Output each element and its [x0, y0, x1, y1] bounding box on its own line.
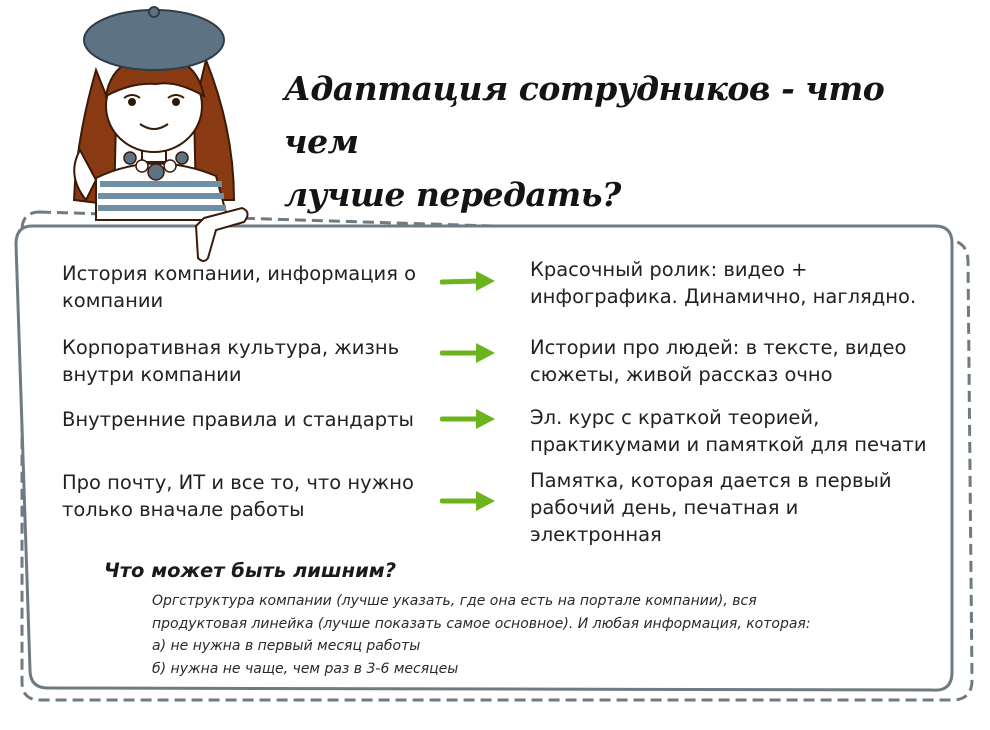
row-2-method — [530, 334, 930, 388]
right-arrow-icon — [440, 406, 498, 432]
row-1-method — [530, 256, 930, 310]
row-4-method — [530, 467, 930, 548]
girl-in-beret-illustration — [56, 0, 256, 262]
title-line-1: Адаптация сотрудников - что чем — [284, 69, 885, 161]
row-1-topic-line-1: История компании, информация о — [62, 262, 417, 285]
right-arrow-icon — [440, 268, 498, 294]
row-4-method-line-2: рабочий день, печатная и — [530, 496, 799, 519]
row-1-topic-line-2: компании — [62, 289, 164, 312]
right-arrow-icon — [440, 488, 498, 514]
right-arrow-icon — [440, 340, 498, 366]
row-3-topic-line-1: Внутренние правила и стандарты — [62, 408, 414, 431]
row-3-method-line-2: практикумами и памяткой для печати — [530, 433, 927, 456]
row-3-topic — [62, 406, 432, 433]
note-line-1: Оргструктура компании (лучше указать, где она есть на портале компании), вся — [152, 593, 757, 609]
row-4-topic-line-2: только вначале работы — [62, 498, 305, 521]
row-1-method-line-1: Красочный ролик: видео + — [530, 258, 808, 281]
note-text — [152, 590, 872, 680]
row-1-topic — [62, 260, 432, 314]
row-1-method-line-2: инфографика. Динамично, наглядно. — [530, 285, 917, 308]
row-2-method-line-2: сюжеты, живой рассказ очно — [530, 363, 833, 386]
row-4-topic — [62, 469, 432, 523]
note-line-3: а) не нужна в первый месяц работы — [152, 638, 421, 654]
row-2-method-line-1: Истории про людей: в тексте, видео — [530, 336, 907, 359]
title-line-2: лучше передать? — [284, 175, 621, 214]
row-2-topic-line-1: Корпоративная культура, жизнь — [62, 336, 400, 359]
row-2-topic-line-2: внутри компании — [62, 363, 242, 386]
row-3-method-line-1: Эл. курс с краткой теорией, — [530, 406, 820, 429]
row-4-topic-line-1: Про почту, ИТ и все то, что нужно — [62, 471, 414, 494]
section-question: Что может быть лишним? — [104, 559, 397, 582]
note-line-2: продуктовая линейка (лучше показать самое основное). И любая информация, которая: — [152, 615, 811, 632]
row-3-method — [530, 404, 930, 458]
row-2-topic — [62, 334, 432, 388]
row-4-method-line-1: Памятка, которая дается в первый — [530, 469, 892, 492]
page-title — [284, 62, 934, 221]
note-line-4: б) нужна не чаще, чем раз в 3-6 месяцеы — [152, 660, 459, 677]
row-4-method-line-3: электронная — [530, 523, 662, 546]
